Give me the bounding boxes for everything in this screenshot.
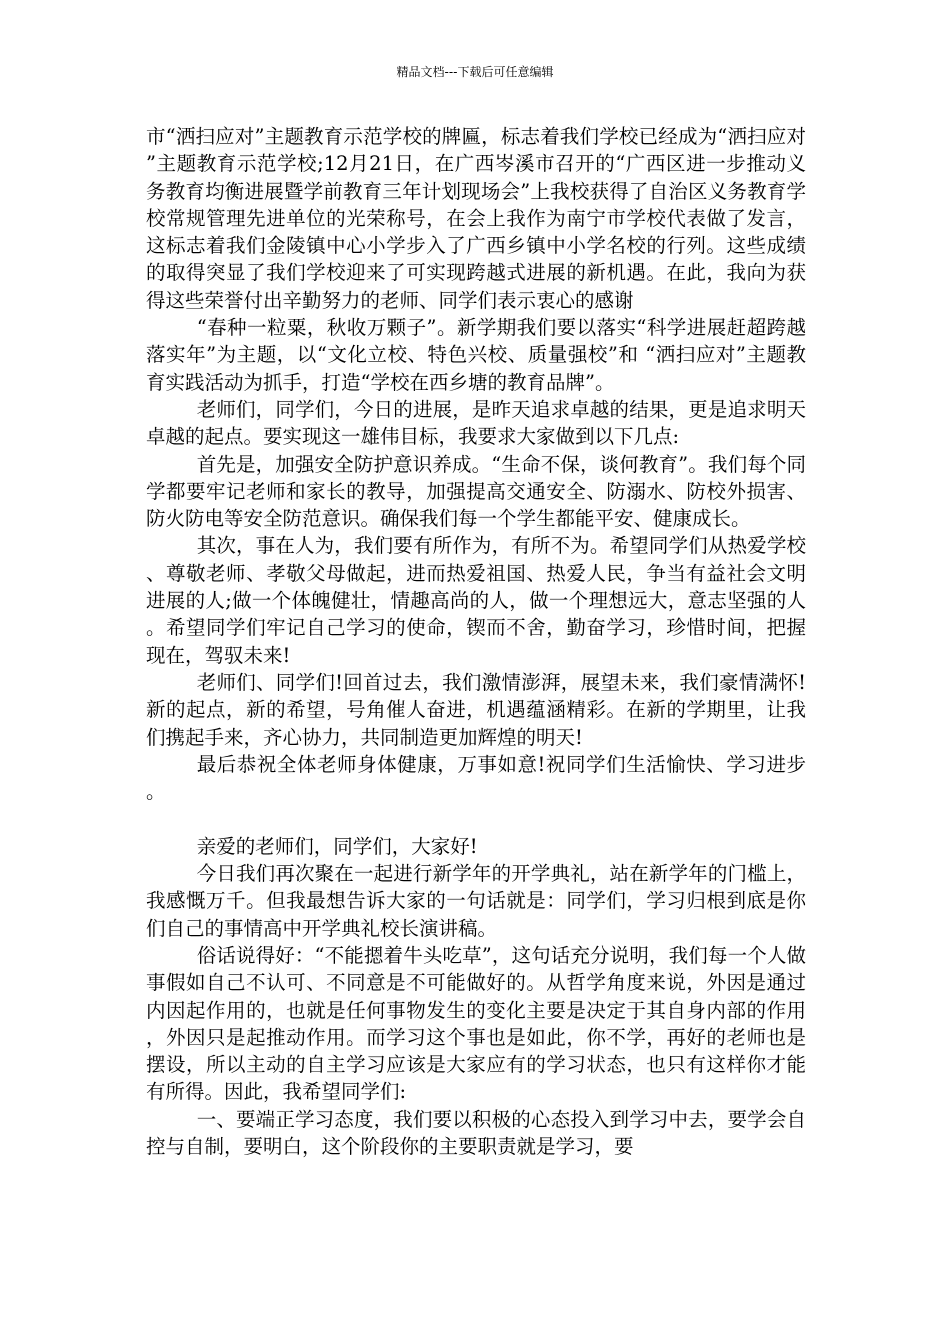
paragraph-7: 最后恭祝全体老师身体健康，万事如意!祝同学们生活愉快、学习进步。	[146, 752, 806, 804]
document-body	[146, 123, 806, 1160]
paragraph-2: “春种一粒粟，秋收万颗子”。新学期我们要以落实“科学进展赶超跨越落实年”为主题，以“文化立校、特色兴校、质量强校”和 “洒扫应对”主题教育实践活动为抓手，打造“学校在西乡塘的教育品牌”。	[146, 316, 806, 394]
page-header: 精品文档---下载后可任意编辑	[396, 65, 554, 79]
paragraph-3: 老师们，同学们，今日的进展，是昨天追求卓越的结果，更是追求明天卓越的起点。要实现这一雄伟目标，我要求大家做到以下几点:	[146, 397, 806, 449]
paragraph-6: 老师们、同学们!回首过去，我们激情澎湃，展望未来，我们豪情满怀!新的起点，新的希望，号角催人奋进，机遇蕴涵精彩。在新的学期里，让我们携起手来，齐心协力，共同制造更加辉煌的明天!	[146, 670, 806, 749]
paragraph-11: 一、要端正学习态度，我们要以积极的心态投入到学习中去，要学会自控与自制，要明白，这个阶段你的主要职责就是学习，要	[146, 1107, 806, 1158]
paragraph-5: 其次，事在人为，我们要有所作为，有所不为。希望同学们从热爱学校、尊敬老师、孝敬父母做起，进而热爱祖国、热爱人民，争当有益社会文明进展的人;做一个体魄健壮，情趣高尚的人，做一个理想远大，意志坚强的人。希望同学们牢记自己学习的使命，锲而不舍，勤奋学习，珍惜时间，把握现在，驾驭未来!	[146, 534, 806, 667]
greeting-paragraph: 亲爱的老师们，同学们，大家好!	[196, 834, 478, 858]
paragraph-10: 俗话说得好：“不能摁着牛头吃草”，这句话充分说明，我们每一个人做事假如自己不认可、不同意是不可能做好的。从哲学角度来说，外因是通过内因起作用的，也就是任何事物发生的变化主要是决定于其自身内部的作用，外因只是起推动作用。而学习这个事也是如此，你不学，再好的老师也是摆设，所以主动的自主学习应该是大家应有的学习状态，也只有这样你才能有所得。因此，我希望同学们:	[146, 943, 806, 1104]
paragraph-9: 今日我们再次聚在一起进行新学年的开学典礼，站在新学年的门槛上，我感慨万千。但我最想告诉大家的一句话就是：同学们，学习归根到底是你们自己的事情高中开学典礼校长演讲稿。	[146, 862, 806, 940]
paragraph-4: 首先是，加强安全防护意识养成。“生命不保，谈何教育”。我们每个同学都要牢记老师和家长的教导，加强提高交通安全、防溺水、防校外损害、防火防电等安全防范意识。确保我们每一个学生都能平安、健康成长。	[146, 452, 806, 531]
paragraph-gap	[146, 805, 806, 832]
paragraph-1: 市“洒扫应对”主题教育示范学校的牌匾，标志着我们学校已经成为“洒扫应对”主题教育示范学校;12月21日，在广西岑溪市召开的“广西区进一步推动义务教育均衡进展暨学前教育三年计划现场会”上我校获得了自治区义务教育学校常规管理先进单位的光荣称号，在会上我作为南宁市学校代表做了发言，这标志着我们金陵镇中心小学步入了广西乡镇中小学名校的行列。这些成绩的取得突显了我们学校迎来了可实现跨越式进展的新机遇。在此，我向为获得这些荣誉付出辛勤努力的老师、同学们表示衷心的感谢	[146, 125, 806, 312]
